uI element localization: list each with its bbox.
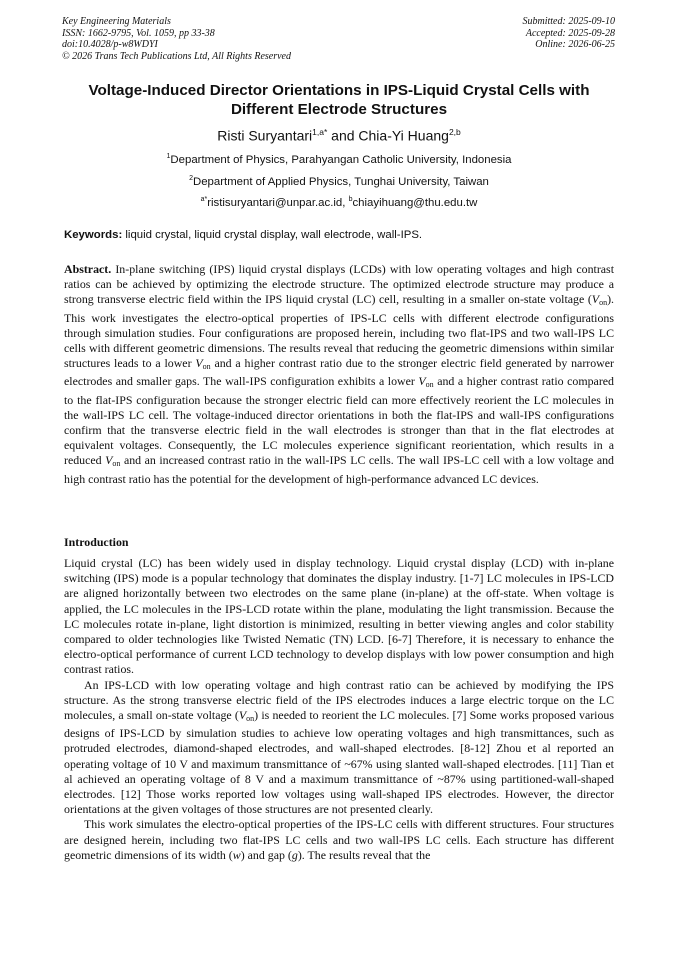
doi-line: doi:10.4028/p-w8WDYI <box>62 39 158 51</box>
email-link-b[interactable]: chiayihuang@thu.edu.tw <box>352 196 478 209</box>
journal-header <box>62 16 291 62</box>
paragraph: An IPS-LCD with low operating voltage and high contrast ratio can be achieved by modifying the IPS structure. As the strong transverse electric field of the IPS electrodes induces a large electric torque on the LC molecules, a small on-state voltage $(V_{on})$ is needed to reorient the LC molecules. [7] Some works proposed various designs of IPS-LCD by simulation studies to achieve low operating voltages and high transmittances, such as protruded electrodes, diamond-shaped electrodes, and wall-shaped electrodes. [8-12] Zhou et al reported an operating voltage of 10 V and maximum transmittance of ~67% using slanted wall-shaped electrodes. [11] Tian et al achieved an operating voltage of 8 V and a maximum transmittance of ~87% using partitioned-wall-shaped electrodes. [12] Those works reported low voltages using wall-shaped IPS electrodes. However, the director orientations at the given voltages of those structures are not presented clearly. <box>64 677 614 817</box>
affiliation-2: $^2$Department of Applied Physics, Tunghai University, Taiwan <box>189 175 489 188</box>
accepted-date: Accepted: 2025-09-28 <box>525 27 615 39</box>
affiliation-1: $^1$Department of Physics, Parahyangan Catholic University, Indonesia <box>166 153 512 166</box>
online-date: Online: 2026-06-25 <box>535 39 615 51</box>
author-2: Chia-Yi Huang <box>358 127 449 144</box>
paragraph: This work simulates the electro-optical properties of the IPS-LC cells with different structures. Four structures are designed herein, including two flat-IPS LC cells and two wall-IPS LC cells. Each structure has different geometric dimensions of its width (w) and gap (g). The results reveal that the <box>64 817 614 862</box>
author-1: Risti Suryantari <box>217 127 313 144</box>
section-heading-introduction: Introduction <box>64 535 129 549</box>
email-link-a[interactable]: ristisuryantari@unpar.ac.id, <box>207 196 349 209</box>
keywords: Keywords: liquid crystal, liquid crystal display, wall electrode, wall-IPS. <box>64 229 423 241</box>
issn-line: ISSN: 1662-9795, Vol. 1059, pp 33-38 <box>62 27 215 39</box>
author-emails: $^{a*}$ristisuryantari@unpar.ac.id, $^b$chiayihuang@thu.edu.tw <box>200 196 478 209</box>
copyright-line: © 2026 Trans Tech Publications Ltd, All Rights Reserved <box>62 50 291 62</box>
introduction-body <box>64 556 614 863</box>
journal-name: Key Engineering Materials <box>62 16 171 27</box>
abstract: Abstract. In-plane switching (IPS) liquid crystal displays (LCDs) with low operating voltages and high contrast ratios can be achieved by optimizing the electrode structure. The optimized electrode structure may produce a strong transverse electric field within the IPS liquid crystal (LC) cell, resulting in a smaller on-state voltage $(V_{on})$. This work investigates the electro-optical properties of IPS-LC cells with different electrode configurations through simulation studies. Four configurations are proposed herein, including two flat-IPS and two wall-IPS LC cells with different geometric dimensions. The results reveal that reducing the geometric dimensions within similar structures leads to a lower $V_{on}$ and a higher contrast ratio due to the stronger electric field generated by narrower electrodes and smaller gaps. The wall-IPS configuration exhibits a lower $V_{on}$ and a higher contrast ratio compared to the flat-IPS configuration because the stronger electric field can more effectively reorient the LC molecules in the wall-IPS LC cell. The voltage-induced director orientations in both the flat-IPS and wall-IPS configurations confirm that the transverse electric field in the wall electrodes is stronger than that in the flat electrodes at equivalent voltages. Consequently, the LC molecules experience significant reorientation, which results in a reduced $V_{on}$ and an increased contrast ratio in the wall-IPS LC cells. The wall IPS-LC cell with a low voltage and high contrast ratio has the potential for the development of high-performance advanced LC devices. <box>64 262 615 486</box>
author-list: Risti Suryantari$^{1,a*}$ and Chia-Yi Huang$^{2,b}$ <box>217 127 461 144</box>
submitted-date: Submitted: 2025-09-10 <box>522 16 615 27</box>
paper-title: Voltage-Induced Director Orientations in IPS-Liquid Crystal Cells with Different Electrode Structures <box>88 82 590 118</box>
dates-header <box>523 16 616 51</box>
paragraph: Liquid crystal (LC) has been widely used in display technology. Liquid crystal display (LCD) with in-plane switching (IPS) mode is a popular technology that dominates the display industry. [1-7] LC molecules in IPS-LCD are aligned horizontally between two electrodes on the same plane (in-plane) at the off-state. When voltage is applied, the LC molecules in the IPS-LCD rotate within the plane, modulating the light transmission. Because the LC molecules rotate in-plane, light distortion is minimized, resulting in better viewing angles and color stability compared to older technologies like Twisted Nematic (TN) LCD. [6-7] Therefore, it is necessary to enhance the electro-optical performance of current LCD technology to develop displays with low power consumption and high contrast ratios. <box>64 556 614 677</box>
